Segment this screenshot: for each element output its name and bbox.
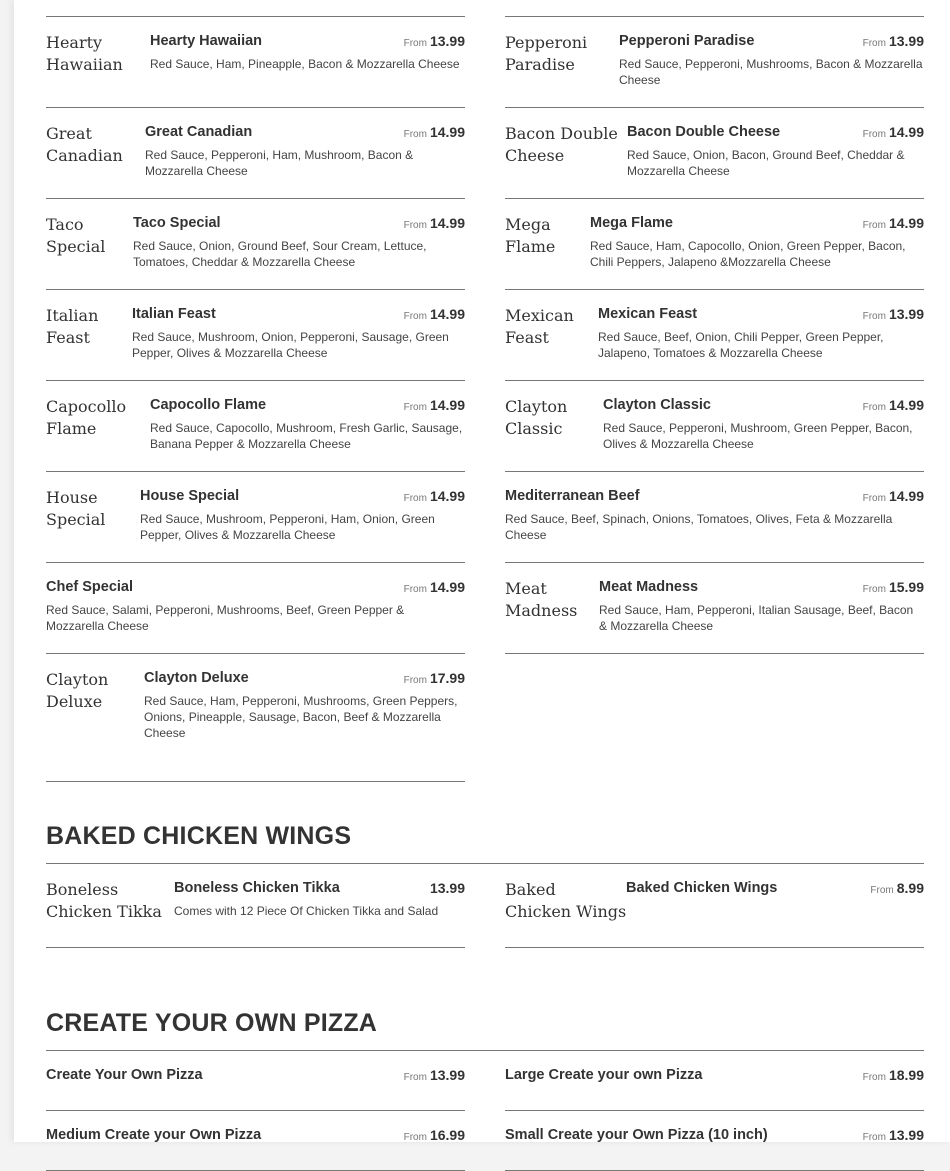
item-description: Comes with 12 Piece Of Chicken Tikka and Salad <box>174 904 439 918</box>
item-description: Red Sauce, Pepperoni, Mushroom, Green Pepper, Bacon, Olives & Mozzarella Cheese <box>603 421 913 451</box>
price-from-label: From <box>862 311 886 322</box>
item-image-alt-text: Flame <box>46 419 97 438</box>
item-image[interactable] <box>505 123 618 167</box>
item-image-alt-text: Hearty <box>46 33 103 52</box>
menu-item[interactable] <box>46 16 465 107</box>
price-from-label: From <box>862 220 886 231</box>
menu-item[interactable] <box>505 1050 924 1110</box>
item-image-alt-text: Baked <box>505 880 556 899</box>
item-image[interactable] <box>46 305 98 349</box>
item-image[interactable] <box>505 32 587 76</box>
item-image-alt-text: Paradise <box>505 55 575 74</box>
menu-item[interactable] <box>505 380 924 471</box>
item-image[interactable] <box>505 214 555 258</box>
item-name[interactable]: Italian Feast <box>132 306 216 322</box>
item-description: Red Sauce, Ham, Pepperoni, Mushrooms, Green Peppers, Onions, Pineapple, Sausage, Bacon, Beef & Mozzarella Cheese <box>144 694 458 740</box>
item-image[interactable] <box>46 487 105 531</box>
item-description: Red Sauce, Onion, Bacon, Ground Beef, Cheddar & Mozzarella Cheese <box>627 148 905 178</box>
divider <box>505 947 924 948</box>
menu-item[interactable] <box>46 1050 465 1110</box>
item-name[interactable]: Taco Special <box>133 215 221 231</box>
menu-item[interactable] <box>46 1110 465 1170</box>
item-name[interactable]: Hearty Hawaiian <box>150 33 263 49</box>
item-name[interactable]: Great Canadian <box>145 124 253 140</box>
item-image[interactable] <box>46 32 123 76</box>
item-image-alt-text: Cheese <box>505 146 565 165</box>
item-price <box>870 880 924 898</box>
item-price <box>404 215 465 233</box>
price-amount: 14.99 <box>429 579 465 595</box>
wings-section-title: BAKED CHICKEN WINGS <box>46 822 352 850</box>
price-amount: 14.99 <box>888 215 924 231</box>
menu-item[interactable] <box>46 562 465 653</box>
item-price <box>404 1067 465 1085</box>
price-from-label: From <box>862 584 886 595</box>
item-image-alt-text: Chicken Tikka <box>46 902 162 921</box>
item-image-alt-text: House <box>46 488 98 507</box>
item-image-alt-text: Bacon Double <box>505 124 618 143</box>
price-from-label: From <box>862 1132 886 1143</box>
price-from-label: From <box>862 129 886 140</box>
item-image-alt-text: Great <box>46 124 92 143</box>
menu-item[interactable] <box>46 289 465 380</box>
item-description: Red Sauce, Ham, Pineapple, Bacon & Mozzarella Cheese <box>150 57 460 71</box>
menu-page <box>14 0 950 1142</box>
item-price <box>404 579 465 597</box>
item-image[interactable] <box>46 669 108 713</box>
item-name[interactable]: Bacon Double Cheese <box>627 124 781 140</box>
item-description: Red Sauce, Mushroom, Pepperoni, Ham, Onion, Green Pepper, Olives & Mozzarella Cheese <box>140 512 435 542</box>
item-name[interactable]: Large Create your own Pizza <box>505 1067 703 1083</box>
price-from-label: From <box>862 1072 886 1083</box>
item-name[interactable]: Boneless Chicken Tikka <box>174 880 340 896</box>
menu-item[interactable] <box>46 863 465 947</box>
item-price <box>404 670 465 688</box>
item-image[interactable] <box>505 578 577 622</box>
item-price <box>863 488 924 506</box>
item-image-alt-text: Meat <box>505 579 547 598</box>
item-image[interactable] <box>46 396 126 440</box>
menu-item[interactable] <box>505 471 924 562</box>
item-description: Red Sauce, Pepperoni, Mushrooms, Bacon & Mozzarella Cheese <box>619 57 923 87</box>
item-image-alt-text: Madness <box>505 601 578 620</box>
price-amount: 17.99 <box>429 670 465 686</box>
price-amount: 14.99 <box>429 215 465 231</box>
item-name[interactable]: Medium Create your Own Pizza <box>46 1127 262 1143</box>
item-name[interactable]: Small Create your Own Pizza (10 inch) <box>505 1127 768 1143</box>
item-name[interactable]: Capocollo Flame <box>150 397 267 413</box>
item-price <box>430 880 465 898</box>
menu-item[interactable] <box>46 471 465 562</box>
price-from-label: From <box>403 675 427 686</box>
price-from-label: From <box>870 885 894 896</box>
item-price <box>863 579 924 597</box>
item-image-alt-text: Mega <box>505 215 551 234</box>
item-name[interactable]: Create Your Own Pizza <box>46 1067 203 1083</box>
item-image[interactable] <box>46 214 105 258</box>
item-image[interactable] <box>46 123 123 167</box>
item-description: Red Sauce, Mushroom, Onion, Pepperoni, Sausage, Green Pepper, Olives & Mozzarella Cheese <box>132 330 449 360</box>
item-description: Red Sauce, Beef, Spinach, Onions, Tomatoes, Olives, Feta & Mozzarella Cheese <box>505 512 893 542</box>
price-amount: 14.99 <box>429 397 465 413</box>
price-amount: 8.99 <box>896 880 924 896</box>
item-price <box>863 397 924 415</box>
menu-item[interactable] <box>505 107 924 198</box>
item-image-alt-text: Hawaiian <box>46 55 123 74</box>
item-price <box>863 33 924 51</box>
menu-item[interactable] <box>46 380 465 471</box>
item-image-alt-text: Clayton <box>46 670 109 689</box>
price-amount: 13.99 <box>429 33 465 49</box>
item-name[interactable]: Clayton Classic <box>603 397 711 413</box>
item-price <box>404 33 465 51</box>
item-image-alt-text: Chicken Wings <box>505 902 627 921</box>
divider <box>46 947 465 948</box>
item-name[interactable]: Pepperoni Paradise <box>619 33 755 49</box>
price-amount: 13.99 <box>429 1067 465 1083</box>
price-amount: 15.99 <box>888 579 924 595</box>
menu-item[interactable] <box>46 107 465 198</box>
price-amount: 13.99 <box>888 33 924 49</box>
price-from-label: From <box>403 129 427 140</box>
price-from-label: From <box>862 38 886 49</box>
price-amount: 14.99 <box>429 488 465 504</box>
item-image-alt-text: Canadian <box>46 146 123 165</box>
cyo-section-title: CREATE YOUR OWN PIZZA <box>46 1009 378 1037</box>
item-image[interactable] <box>46 879 162 923</box>
item-name[interactable]: Baked Chicken Wings <box>626 880 778 896</box>
menu-item[interactable] <box>46 198 465 289</box>
item-price <box>404 488 465 506</box>
price-amount: 13.99 <box>888 306 924 322</box>
price-amount: 18.99 <box>888 1067 924 1083</box>
item-price <box>404 124 465 142</box>
item-description: Red Sauce, Beef, Onion, Chili Pepper, Green Pepper, Jalapeno, Tomatoes & Mozzarella Cheese <box>598 330 884 360</box>
item-price <box>863 1127 924 1145</box>
price-from-label: From <box>403 1132 427 1143</box>
item-name[interactable]: Chef Special <box>46 579 134 595</box>
price-from-label: From <box>403 311 427 322</box>
item-price <box>863 215 924 233</box>
price-from-label: From <box>403 402 427 413</box>
price-from-label: From <box>862 402 886 413</box>
item-image-alt-text: Flame <box>505 237 556 256</box>
price-amount: 14.99 <box>888 124 924 140</box>
price-amount: 14.99 <box>888 488 924 504</box>
item-image-alt-text: Feast <box>46 328 90 347</box>
item-price <box>863 1067 924 1085</box>
item-description: Red Sauce, Pepperoni, Ham, Mushroom, Bacon & Mozzarella Cheese <box>145 148 414 178</box>
item-name[interactable]: Mega Flame <box>590 215 673 231</box>
item-image-alt-text: Clayton <box>505 397 568 416</box>
item-image-alt-text: Pepperoni <box>505 33 588 52</box>
item-image-alt-text: Taco <box>46 215 84 234</box>
price-from-label: From <box>403 493 427 504</box>
price-from-label: From <box>403 1072 427 1083</box>
item-price <box>863 124 924 142</box>
price-amount: 13.99 <box>429 880 465 896</box>
item-price <box>863 306 924 324</box>
item-image-alt-text: Special <box>46 510 106 529</box>
item-name[interactable]: Meat Madness <box>599 579 699 595</box>
price-from-label: From <box>403 38 427 49</box>
item-image-alt-text: Feast <box>505 328 549 347</box>
menu-item[interactable] <box>46 653 465 781</box>
item-image-alt-text: Special <box>46 237 106 256</box>
item-name[interactable]: Mexican Feast <box>598 306 698 322</box>
menu-item[interactable] <box>505 863 924 947</box>
item-description: Red Sauce, Ham, Capocollo, Onion, Green Pepper, Bacon, Chili Peppers, Jalapeno &Mozzarella Cheese <box>590 239 906 269</box>
item-name[interactable]: Mediterranean Beef <box>505 488 640 504</box>
item-description: Red Sauce, Salami, Pepperoni, Mushrooms, Beef, Green Pepper & Mozzarella Cheese <box>46 603 405 633</box>
price-amount: 13.99 <box>888 1127 924 1143</box>
item-price <box>404 397 465 415</box>
item-image[interactable] <box>505 305 574 349</box>
item-description: Red Sauce, Capocollo, Mushroom, Fresh Garlic, Sausage, Banana Pepper & Mozzarella Cheese <box>150 421 463 451</box>
price-amount: 14.99 <box>429 124 465 140</box>
item-price <box>404 306 465 324</box>
price-from-label: From <box>403 220 427 231</box>
menu-item[interactable] <box>505 562 924 653</box>
price-amount: 14.99 <box>888 397 924 413</box>
item-image-alt-text: Mexican <box>505 306 574 325</box>
price-amount: 14.99 <box>429 306 465 322</box>
menu-item[interactable] <box>505 289 924 380</box>
item-price <box>404 1127 465 1145</box>
menu-item[interactable] <box>505 198 924 289</box>
menu-item[interactable] <box>505 16 924 107</box>
price-amount: 16.99 <box>429 1127 465 1143</box>
item-image-alt-text: Boneless <box>46 880 119 899</box>
item-description: Red Sauce, Onion, Ground Beef, Sour Cream, Lettuce, Tomatoes, Cheddar & Mozzarella Cheese <box>133 239 427 269</box>
item-image-alt-text: Italian <box>46 306 99 325</box>
item-image-alt-text: Capocollo <box>46 397 127 416</box>
item-image[interactable] <box>505 396 567 440</box>
item-image-alt-text: Classic <box>505 419 563 438</box>
price-from-label: From <box>403 584 427 595</box>
divider <box>46 781 465 782</box>
item-image[interactable] <box>505 879 626 923</box>
divider <box>505 653 924 654</box>
menu-item[interactable] <box>505 1110 924 1170</box>
price-from-label: From <box>862 493 886 504</box>
item-name[interactable]: Clayton Deluxe <box>144 670 249 686</box>
item-image-alt-text: Deluxe <box>46 692 103 711</box>
item-description: Red Sauce, Ham, Pepperoni, Italian Sausage, Beef, Bacon & Mozzarella Cheese <box>599 603 914 633</box>
item-name[interactable]: House Special <box>140 488 240 504</box>
